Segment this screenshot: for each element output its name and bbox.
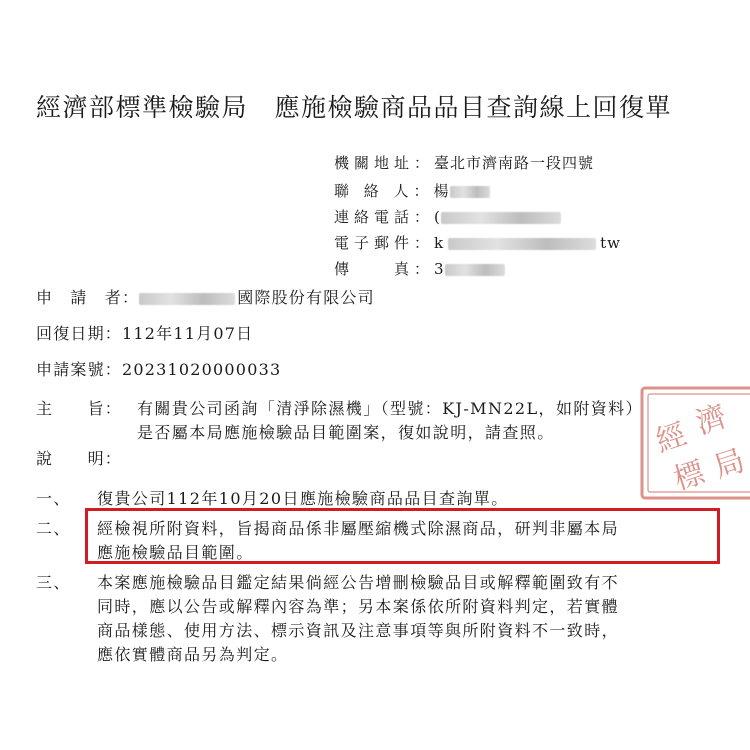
item-number: 一、 (36, 489, 71, 508)
official-seal (638, 382, 750, 502)
reply-date-label: 回復日期： (36, 324, 123, 343)
seal-char: 局 (709, 443, 750, 486)
item-number: 三、 (36, 573, 71, 592)
explain-label: 說 明： (36, 449, 123, 468)
email-value-start: k (434, 234, 445, 252)
address-value: 臺北市濟南路一段四號 (434, 154, 595, 172)
email-label: 電子郵件： (334, 234, 435, 252)
contact-value: 楊 (433, 182, 450, 200)
redacted-block (450, 186, 490, 198)
applicant-value: 國際股份有限公司 (237, 288, 375, 307)
phone-label: 連絡電話： (334, 208, 435, 226)
phone-row (334, 206, 561, 227)
subject-label: 主 旨： (36, 399, 123, 418)
reply-date-row (36, 321, 253, 344)
contact-label: 聯 絡 人： (334, 182, 434, 200)
contact-row (334, 180, 490, 201)
redacted-block (445, 264, 505, 276)
seal-char: 經 (651, 417, 692, 460)
highlight-box (85, 508, 720, 564)
fax-label: 傳 真： (334, 260, 435, 278)
fax-row (334, 258, 505, 279)
item-number: 二、 (36, 519, 71, 538)
item-line: 應施檢驗品目範圍。 (97, 543, 254, 562)
case-no-value: 20231020000033 (122, 360, 282, 379)
seal-char: 標 (669, 455, 710, 498)
redacted-block (441, 212, 561, 224)
item-line: 商品樣態、使用方法、標示資訊及注意事項等與所附資料不一致時， (97, 621, 620, 640)
fax-value: 3 (434, 260, 445, 278)
case-no-label: 申請案號： (36, 360, 123, 379)
redacted-block (448, 238, 596, 250)
item-line: 同時，應以公告或解釋內容為準；另本案係依所附資料判定，若實體 (97, 597, 620, 616)
address-row (334, 152, 594, 173)
applicant-label: 申 請 者： (36, 288, 140, 307)
subject-line-1: 有關貴公司函詢「清淨除濕機」（型號：KJ-MN22L，如附資料） (137, 399, 643, 418)
email-value-end: tw (600, 234, 621, 252)
seal-char: 濟 (691, 399, 732, 442)
applicant-row (36, 285, 375, 308)
case-no-row (36, 357, 281, 380)
subject-line-2: 是否屬本局應施檢驗品目範圍案，復如說明，請查照。 (137, 423, 555, 442)
seal-graphic (638, 382, 750, 502)
item-line: 應依實體商品另為判定。 (97, 645, 289, 664)
item-line: 經檢視所附資料，旨揭商品係非屬壓縮機式除濕商品，研判非屬本局 (97, 519, 620, 538)
redacted-block (139, 293, 235, 305)
reply-date-value: 112年11月07日 (122, 324, 254, 343)
document-title: 經濟部標準檢驗局 應施檢驗商品品目查詢線上回復單 (36, 93, 673, 122)
address-label: 機關地址： (334, 154, 435, 172)
item-line: 本案應施檢驗品目鑑定結果倘經公告增刪檢驗品目或解釋範圍致有不 (97, 573, 620, 592)
item-line: 復貴公司112年10月20日應施檢驗商品品目查詢單。 (97, 489, 509, 508)
phone-value: ( (434, 208, 441, 226)
email-row (334, 232, 621, 253)
